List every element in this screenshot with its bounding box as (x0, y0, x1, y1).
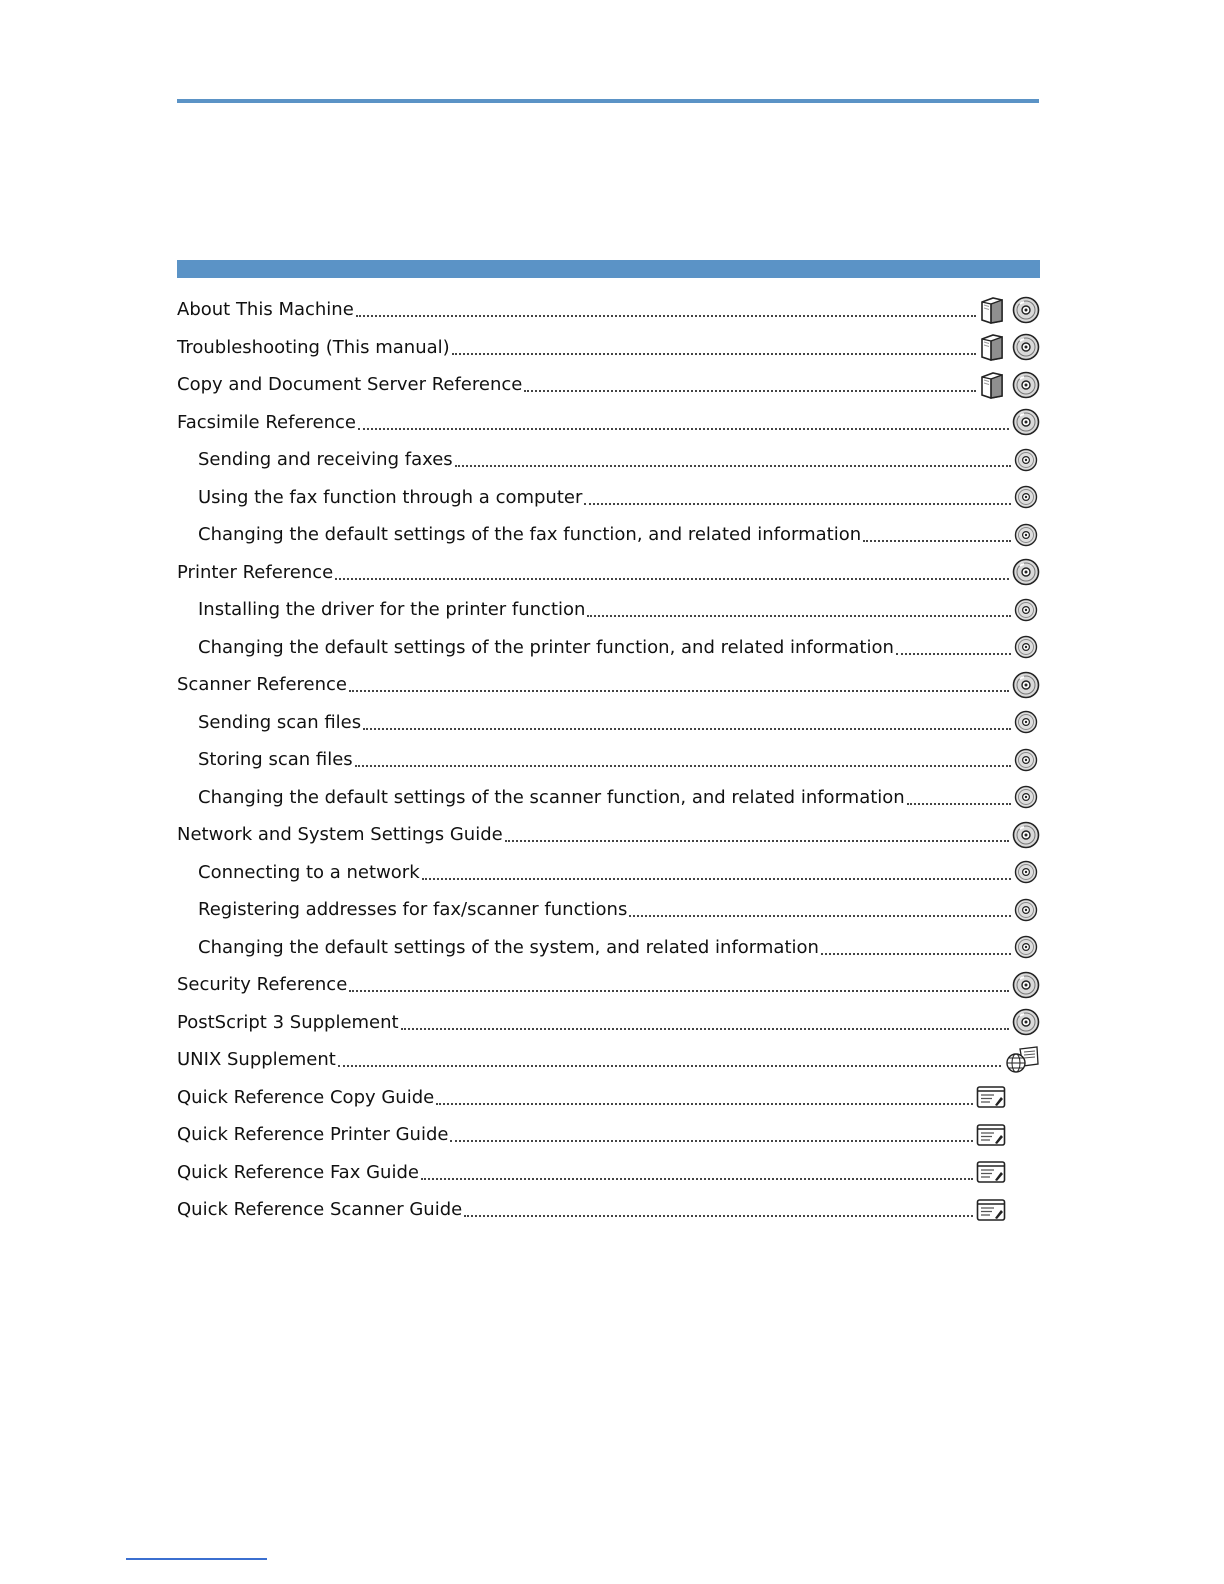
media-icons (1004, 1046, 1040, 1074)
media-icons (1012, 1008, 1040, 1036)
dot-leader (355, 764, 1011, 767)
book-icon (979, 371, 1005, 399)
footer-rule (126, 1558, 267, 1560)
media-icons (1012, 671, 1040, 699)
dot-leader (338, 1064, 1001, 1067)
toc-entry (177, 1154, 1040, 1192)
toc-entry-title: Scanner Reference (177, 674, 348, 696)
media-icons (1014, 748, 1038, 772)
toc-entry (177, 554, 1040, 592)
toc-entry (177, 329, 1040, 367)
media-icons (1014, 860, 1038, 884)
cd-small-icon (1014, 785, 1038, 809)
toc-entry-title: Facsimile Reference (177, 411, 356, 433)
media-icons (1014, 785, 1038, 809)
cd-small-icon (1014, 748, 1038, 772)
toc-entry (177, 966, 1040, 1004)
header-rule (177, 99, 1039, 103)
dot-leader (450, 1139, 973, 1142)
cd-small-icon (1014, 448, 1038, 472)
toc-entry-title: Copy and Document Server Reference (177, 374, 523, 396)
toc-entry (177, 441, 1040, 479)
toc-entry-title: Changing the default settings of the scanner function, and related information (198, 786, 905, 808)
toc-entry-title: Storing scan files (198, 749, 353, 771)
quick-reference-card-icon (976, 1198, 1006, 1222)
media-icons (979, 371, 1040, 399)
cd-icon (1012, 296, 1040, 324)
media-icons (1012, 408, 1040, 436)
book-icon (979, 333, 1005, 361)
media-icons (1014, 635, 1038, 659)
toc-entry-title: Network and System Settings Guide (177, 824, 503, 846)
toc-entry (177, 291, 1040, 329)
media-icons (979, 296, 1040, 324)
section-heading-bar (177, 260, 1040, 278)
toc-entry (177, 479, 1040, 517)
quick-reference-card-icon (976, 1160, 1006, 1184)
dot-leader (896, 652, 1011, 655)
toc-entry (177, 404, 1040, 442)
dot-leader (436, 1102, 973, 1105)
toc-entry-title: PostScript 3 Supplement (177, 1011, 399, 1033)
cd-icon (1012, 558, 1040, 586)
toc-entry (177, 741, 1040, 779)
dot-leader (335, 577, 1009, 580)
dot-leader (587, 614, 1011, 617)
toc-entry (177, 1004, 1040, 1042)
manual-list (177, 291, 1040, 1229)
quick-reference-card-icon (976, 1085, 1006, 1109)
toc-entry (177, 929, 1040, 967)
cd-small-icon (1014, 635, 1038, 659)
media-icons (1014, 898, 1038, 922)
dot-leader (401, 1027, 1009, 1030)
toc-entry (177, 816, 1040, 854)
toc-entry-title: Using the fax function through a computer (198, 486, 583, 508)
media-icons (1014, 523, 1038, 547)
media-icons (976, 1160, 1006, 1184)
cd-small-icon (1014, 485, 1038, 509)
toc-entry-title: Changing the default settings of the fax function, and related information (198, 524, 862, 546)
toc-entry-title: Quick Reference Scanner Guide (177, 1199, 463, 1221)
media-icons (1014, 485, 1038, 509)
toc-entry (177, 516, 1040, 554)
toc-entry (177, 591, 1040, 629)
cd-small-icon (1014, 935, 1038, 959)
toc-entry (177, 1041, 1040, 1079)
dot-leader (349, 989, 1009, 992)
toc-entry-title: Registering addresses for fax/scanner functions (198, 899, 628, 921)
dot-leader (422, 877, 1011, 880)
dot-leader (524, 389, 976, 392)
cd-small-icon (1014, 598, 1038, 622)
toc-entry-title: Connecting to a network (198, 861, 420, 883)
cd-icon (1012, 671, 1040, 699)
toc-entry (177, 854, 1040, 892)
toc-entry-title: Quick Reference Printer Guide (177, 1124, 449, 1146)
media-icons (1012, 971, 1040, 999)
dot-leader (356, 314, 976, 317)
book-icon (979, 296, 1005, 324)
globe-book-icon (1004, 1046, 1040, 1074)
toc-entry-title: UNIX Supplement (177, 1049, 336, 1071)
toc-entry (177, 704, 1040, 742)
toc-entry-title: Installing the driver for the printer function (198, 599, 586, 621)
toc-entry-title: Security Reference (177, 974, 348, 996)
dot-leader (629, 914, 1011, 917)
media-icons (979, 333, 1040, 361)
media-icons (976, 1085, 1006, 1109)
media-icons (976, 1198, 1006, 1222)
cd-small-icon (1014, 860, 1038, 884)
dot-leader (452, 352, 976, 355)
cd-icon (1012, 821, 1040, 849)
dot-leader (421, 1177, 973, 1180)
toc-entry (177, 629, 1040, 667)
dot-leader (349, 689, 1009, 692)
toc-entry-title: Changing the default settings of the printer function, and related information (198, 636, 894, 658)
cd-small-icon (1014, 523, 1038, 547)
toc-entry-title: Changing the default settings of the system, and related information (198, 936, 819, 958)
media-icons (1014, 935, 1038, 959)
cd-icon (1012, 1008, 1040, 1036)
dot-leader (863, 539, 1011, 542)
toc-entry-title: Printer Reference (177, 561, 334, 583)
toc-entry-title: Troubleshooting (This manual) (177, 336, 450, 358)
toc-entry (177, 366, 1040, 404)
cd-small-icon (1014, 898, 1038, 922)
cd-icon (1012, 333, 1040, 361)
toc-entry (177, 666, 1040, 704)
media-icons (1014, 710, 1038, 734)
media-icons (1014, 598, 1038, 622)
toc-entry-title: Sending and receiving faxes (198, 449, 453, 471)
media-icons (976, 1123, 1006, 1147)
dot-leader (455, 464, 1011, 467)
toc-entry (177, 891, 1040, 929)
dot-leader (584, 502, 1011, 505)
dot-leader (821, 952, 1011, 955)
toc-entry-title: Quick Reference Copy Guide (177, 1086, 435, 1108)
dot-leader (363, 727, 1011, 730)
media-icons (1014, 448, 1038, 472)
dot-leader (907, 802, 1011, 805)
cd-icon (1012, 408, 1040, 436)
dot-leader (358, 427, 1009, 430)
toc-entry-title: Quick Reference Fax Guide (177, 1161, 419, 1183)
media-icons (1012, 558, 1040, 586)
dot-leader (464, 1214, 973, 1217)
dot-leader (505, 839, 1009, 842)
cd-icon (1012, 371, 1040, 399)
cd-small-icon (1014, 710, 1038, 734)
toc-entry (177, 1116, 1040, 1154)
toc-entry (177, 1191, 1040, 1229)
media-icons (1012, 821, 1040, 849)
toc-entry-title: About This Machine (177, 299, 354, 321)
toc-entry (177, 779, 1040, 817)
toc-entry (177, 1079, 1040, 1117)
quick-reference-card-icon (976, 1123, 1006, 1147)
toc-entry-title: Sending scan files (198, 711, 362, 733)
cd-icon (1012, 971, 1040, 999)
